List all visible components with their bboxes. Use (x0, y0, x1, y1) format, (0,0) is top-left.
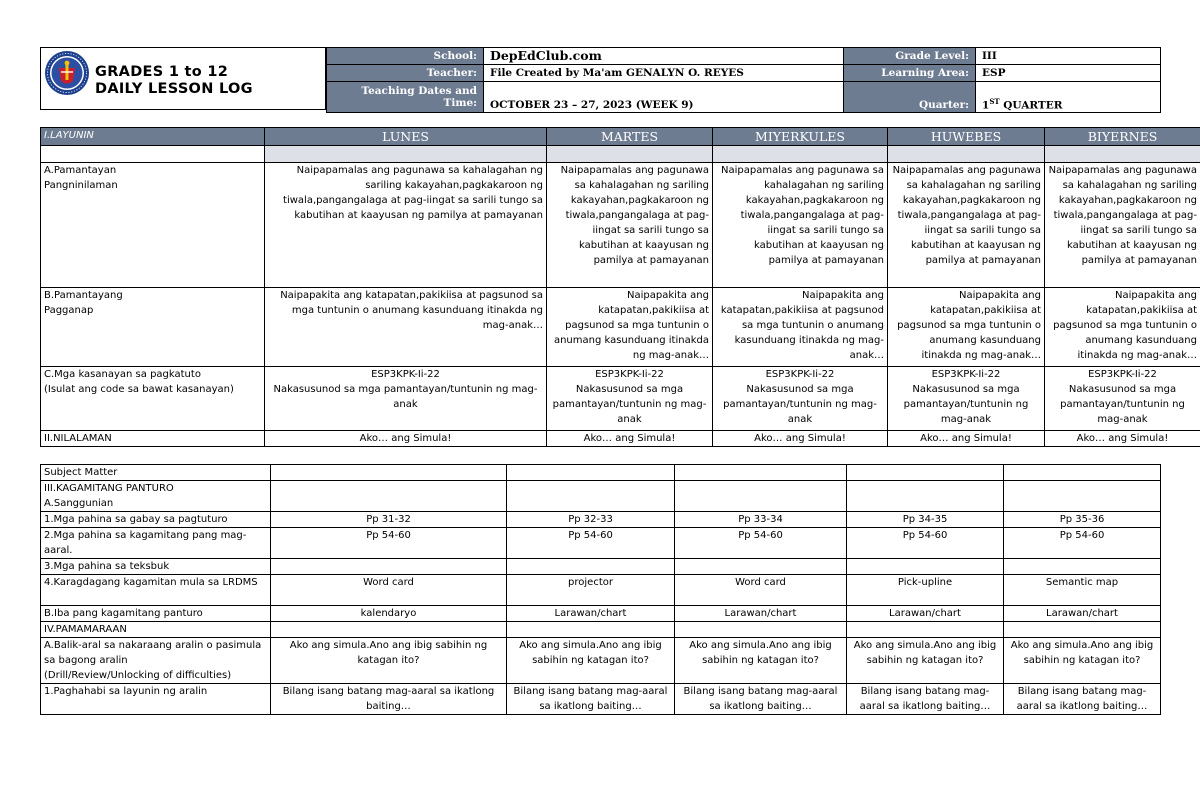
content-standard-cell: Naipapamalas ang pagunawa sa kahalagahan ng sariling kakayahan,pagkakaroon ng tiwala,pangangalaga at pag-iingat sa sarili tungo sa kabutihan at kaayusan ng pamilya at pamayanan (713, 163, 888, 288)
learner-materials-label: 2.Mga pahina sa kagamitang pang mag-aaral. (41, 528, 271, 559)
empty-cell (1004, 622, 1161, 638)
competency-cell (265, 367, 547, 431)
review-cell: Ako ang simula.Ano ang ibig sabihin ng katagan ito? (1004, 638, 1161, 684)
review-cell: Ako ang simula.Ano ang ibig sabihin ng katagan ito? (271, 638, 507, 684)
quarter-value (976, 82, 1161, 113)
materials-table (40, 464, 1161, 715)
quarter-number: 1 (982, 99, 990, 111)
content-standard-cell: Naipapamalas ang pagunawa sa kahalagahan ng sariling kakayahan,pagkakaroon ng tiwala,pangangalaga at pag-iingat sa sarili tungo sa kabutihan at kaayusan ng pamilya at pamayanan (265, 163, 547, 288)
day-header-row (41, 128, 1200, 146)
lrdms-cell: Semantic map (1004, 575, 1161, 606)
row-label-line: C.Mga kasanayan sa pagkatuto (44, 369, 201, 380)
spacer-cell (265, 146, 547, 163)
empty-cell (847, 559, 1004, 575)
empty-cell (847, 465, 1004, 481)
competency-code: ESP3KPK-Ii-22 (931, 369, 1001, 380)
day-header: LUNES (265, 128, 547, 146)
school-value: DepEdClub.com (484, 48, 844, 65)
empty-cell (1004, 481, 1161, 512)
spacer-cell (1045, 146, 1200, 163)
content-standard-cell: Naipapamalas ang pagunawa sa kahalagahan ng sariling kakayahan,pagkakaroon ng tiwala,pangangalaga at pag-iingat sa sarili tungo sa kabutihan at kaayusan ng pamilya at pamayanan (1045, 163, 1200, 288)
table-row (41, 465, 1161, 481)
other-materials-cell: kalendaryo (271, 606, 507, 622)
learning-area-label: Learning Area: (844, 65, 976, 82)
other-materials-cell: Larawan/chart (847, 606, 1004, 622)
empty-cell (507, 465, 675, 481)
title-line-2: DAILY LESSON LOG (95, 81, 253, 97)
lrdms-cell: Word card (675, 575, 847, 606)
procedure-label: IV.PAMAMARAAN (41, 622, 271, 638)
empty-cell (1004, 559, 1161, 575)
table-row (41, 622, 1161, 638)
objectives-section-label: I.LAYUNIN (41, 128, 265, 146)
competency-cell (1045, 367, 1200, 431)
row-label-line: Pagganap (44, 305, 94, 316)
learner-materials-cell: Pp 54-60 (847, 528, 1004, 559)
table-row (41, 431, 1200, 447)
purpose-cell: Bilang isang batang mag-aaral sa ikatlong baiting… (847, 684, 1004, 715)
content-cell: Ako… ang Simula! (713, 431, 888, 447)
content-cell: Ako… ang Simula! (265, 431, 547, 447)
performance-standard-cell: Naipapakita ang katapatan,pakikiisa at pagsunod sa mga tuntunin o anumang kasunduang itinakda ng mag-anak… (1045, 288, 1200, 367)
purpose-cell: Bilang isang batang mag-aaral sa ikatlong baiting… (271, 684, 507, 715)
table-row (41, 481, 1161, 512)
content-standard-label (41, 163, 265, 288)
textbook-label: 3.Mga pahina sa teksbuk (41, 559, 271, 575)
row-label-line: A.Balik-aral sa nakaraang aralin o pasimula sa bagong aralin (44, 640, 262, 666)
review-label (41, 638, 271, 684)
competency-text: Nakasusunod sa mga pamantayan/tuntunin ng mag-anak (273, 384, 538, 410)
table-row (41, 367, 1200, 431)
lrdms-cell: Word card (271, 575, 507, 606)
competency-code: ESP3KPK-Ii-22 (765, 369, 835, 380)
teaching-dates-label (327, 82, 484, 113)
competency-code: ESP3KPK-Ii-22 (595, 369, 664, 380)
teacher-guide-cell: Pp 31-32 (271, 512, 507, 528)
teacher-label: Teacher: (327, 65, 484, 82)
other-materials-cell: Larawan/chart (675, 606, 847, 622)
table-row (41, 288, 1200, 367)
content-cell: Ako… ang Simula! (888, 431, 1045, 447)
other-materials-label: B.Iba pang kagamitang panturo (41, 606, 271, 622)
purpose-cell: Bilang isang batang mag-aaral sa ikatlong baiting… (675, 684, 847, 715)
teacher-guide-cell: Pp 35-36 (1004, 512, 1161, 528)
materials-label (41, 481, 271, 512)
performance-standard-cell: Naipapakita ang katapatan,pakikiisa at pagsunod sa mga tuntunin o anumang kasunduang itinakda ng mag-anak… (547, 288, 713, 367)
teacher-value: File Created by Ma'am GENALYN O. REYES (484, 65, 844, 82)
purpose-label: 1.Paghahabi sa layunin ng aralin (41, 684, 271, 715)
performance-standard-cell: Naipapakita ang katapatan,pakikiisa at pagsunod sa mga tuntunin o anumang kasunduang itinakda ng mag-anak… (888, 288, 1045, 367)
empty-cell (847, 481, 1004, 512)
teaching-dates-value: OCTOBER 23 – 27, 2023 (WEEK 9) (484, 82, 844, 113)
spacer-cell (713, 146, 888, 163)
empty-cell (675, 559, 847, 575)
table-row (41, 559, 1161, 575)
day-header: MARTES (547, 128, 713, 146)
table-row (41, 606, 1161, 622)
empty-cell (271, 622, 507, 638)
content-cell: Ako… ang Simula! (1045, 431, 1200, 447)
spacer-cell (547, 146, 713, 163)
school-label: School: (327, 48, 484, 65)
competency-cell (713, 367, 888, 431)
review-cell: Ako ang simula.Ano ang ibig sabihin ng katagan ito? (847, 638, 1004, 684)
content-standard-cell: Naipapamalas ang pagunawa sa kahalagahan ng sariling kakayahan,pagkakaroon ng tiwala,pangangalaga at pag-iingat sa sarili tungo sa kabutihan at kaayusan ng pamilya at pamayanan (888, 163, 1045, 288)
row-label-line: B.Pamantayang (44, 290, 123, 301)
learner-materials-cell: Pp 54-60 (271, 528, 507, 559)
row-label-line: III.KAGAMITANG PANTURO (44, 483, 174, 494)
competency-text: Nakasusunod sa mga pamantayan/tuntunin ng mag-anak (1060, 384, 1185, 425)
competency-text: Nakasusunod sa mga pamantayan/tuntunin ng mag-anak (552, 384, 707, 425)
teacher-guide-label: 1.Mga pahina sa gabay sa pagtuturo (41, 512, 271, 528)
row-label-line: Pangninilaman (44, 180, 118, 191)
teaching-dates-label-line-1: Teaching Dates and (361, 85, 477, 97)
performance-standard-label (41, 288, 265, 367)
row-label-line: (Drill/Review/Unlocking of difficulties) (44, 670, 232, 681)
content-standard-cell: Naipapamalas ang pagunawa sa kahalagahan ng sariling kakayahan,pagkakaroon ng tiwala,pangangalaga at pag-iingat sa sarili tungo sa kabutihan at kaayusan ng pamilya at pamayanan (547, 163, 713, 288)
subject-matter-label: Subject Matter (41, 465, 271, 481)
spacer-row (41, 146, 1200, 163)
table-row (41, 638, 1161, 684)
learner-materials-cell: Pp 54-60 (507, 528, 675, 559)
quarter-text: QUARTER (1003, 99, 1063, 111)
day-header: MIYERKULES (713, 128, 888, 146)
teacher-guide-cell: Pp 34-35 (847, 512, 1004, 528)
teacher-guide-cell: Pp 33-34 (675, 512, 847, 528)
title-line-1: GRADES 1 to 12 (95, 64, 229, 80)
document-title (95, 64, 253, 98)
performance-standard-cell: Naipapakita ang katapatan,pakikiisa at pagsunod sa mga tuntunin o anumang kasunduang itinakda ng mag-anak… (713, 288, 888, 367)
empty-cell (675, 465, 847, 481)
competency-text: Nakasusunod sa mga pamantayan/tuntunin ng mag-anak (723, 384, 877, 425)
purpose-cell: Bilang isang batang mag-aaral sa ikatlong baiting… (507, 684, 675, 715)
spacer-cell (888, 146, 1045, 163)
empty-cell (507, 622, 675, 638)
row-label-line: A.Pamantayan (44, 165, 117, 176)
row-label-line: (Isulat ang code sa bawat kasanayan) (44, 384, 234, 395)
other-materials-cell: Larawan/chart (507, 606, 675, 622)
grade-level-label: Grade Level: (844, 48, 976, 65)
content-cell: Ako… ang Simula! (547, 431, 713, 447)
learning-area-value: ESP (976, 65, 1161, 82)
content-label: II.NILALAMAN (41, 431, 265, 447)
lrdms-cell: Pick-upline (847, 575, 1004, 606)
teaching-dates-label-line-2: Time: (443, 97, 477, 109)
review-cell: Ako ang simula.Ano ang ibig sabihin ng katagan ito? (507, 638, 675, 684)
empty-cell (507, 559, 675, 575)
empty-cell (271, 465, 507, 481)
empty-cell (847, 622, 1004, 638)
empty-cell (675, 622, 847, 638)
table-row (41, 163, 1200, 288)
learner-materials-cell: Pp 54-60 (675, 528, 847, 559)
empty-cell (1004, 465, 1161, 481)
competency-code: ESP3KPK-Ii-22 (371, 369, 440, 380)
performance-standard-cell: Naipapakita ang katapatan,pakikiisa at pagsunod sa mga tuntunin o anumang kasunduang itinakda ng mag-anak… (265, 288, 547, 367)
objectives-table (40, 127, 1200, 447)
competency-text: Nakasusunod sa mga pamantayan/tuntunin ng mag-anak (903, 384, 1029, 425)
table-row (41, 684, 1161, 715)
teacher-guide-cell: Pp 32-33 (507, 512, 675, 528)
lrdms-label: 4.Karagdagang kagamitan mula sa LRDMS (41, 575, 271, 606)
table-row (41, 512, 1161, 528)
learner-materials-cell: Pp 54-60 (1004, 528, 1161, 559)
grade-level-value: III (976, 48, 1161, 65)
empty-cell (271, 559, 507, 575)
table-row (41, 528, 1161, 559)
other-materials-cell: Larawan/chart (1004, 606, 1161, 622)
row-label-line: A.Sanggunian (44, 498, 114, 509)
empty-cell (507, 481, 675, 512)
quarter-suffix: ST (989, 96, 1000, 106)
quarter-label: Quarter: (844, 82, 976, 113)
day-header: BIYERNES (1045, 128, 1200, 146)
review-cell: Ako ang simula.Ano ang ibig sabihin ng katagan ito? (675, 638, 847, 684)
empty-cell (271, 481, 507, 512)
competency-cell (888, 367, 1045, 431)
header-info-grid (326, 47, 1161, 113)
empty-cell (675, 481, 847, 512)
deped-seal-icon (44, 50, 90, 96)
purpose-cell: Bilang isang batang mag-aaral sa ikatlong baiting… (1004, 684, 1161, 715)
lrdms-cell: projector (507, 575, 675, 606)
competency-cell (547, 367, 713, 431)
table-row (41, 575, 1161, 606)
day-header: HUWEBES (888, 128, 1045, 146)
competency-code: ESP3KPK-Ii-22 (1088, 369, 1157, 380)
spacer-cell (41, 146, 265, 163)
competency-label (41, 367, 265, 431)
